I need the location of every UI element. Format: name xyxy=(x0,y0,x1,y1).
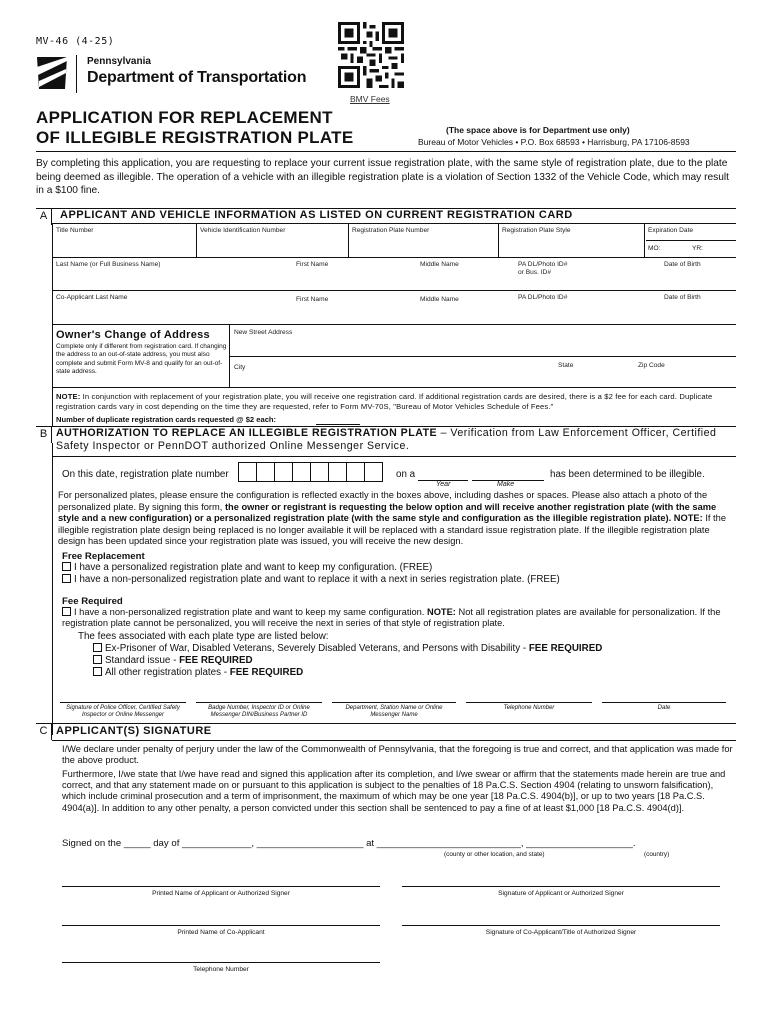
section-c-rule xyxy=(52,740,736,741)
printed-name-line[interactable] xyxy=(62,886,380,887)
county-caption: (county or other location, and state) xyxy=(444,851,545,858)
badge-number-caption: Badge Number, Inspector ID or Online Messenger DIN/Business Partner ID xyxy=(208,705,310,718)
plate-style-field[interactable] xyxy=(499,223,644,257)
fee-plate-option-1[interactable] xyxy=(93,643,602,655)
section-c-letter: C xyxy=(36,723,52,740)
fee-required-badge: FEE REQUIRED xyxy=(528,643,603,654)
department-caption: Department, Station Name or Online Messenger Name xyxy=(345,705,443,718)
free-replacement-heading: Free Replacement xyxy=(62,551,145,562)
co-dl-id-label: PA DL/Photo ID# xyxy=(518,294,568,301)
dept-name: Department of Transportation xyxy=(87,69,307,86)
fee-required-badge: FEE REQUIRED xyxy=(179,655,253,666)
dob-label: Date of Birth xyxy=(664,261,701,268)
city-label: City xyxy=(234,364,246,371)
middle-name-label: Middle Name xyxy=(420,261,459,268)
applicant-name-field[interactable] xyxy=(52,258,736,290)
phone-caption: Telephone Number xyxy=(503,705,555,711)
header-rule xyxy=(36,151,736,152)
on-a-text: on a xyxy=(396,469,416,480)
personalized-paragraph xyxy=(58,490,734,548)
fee-option-1-note: Not all registration plates are available for personalization. If the registration plate cannot be personalized, you will receive the next in series of that style of registration plate. xyxy=(62,607,721,629)
exp-year-label: YR: xyxy=(692,245,703,252)
section-a-letter: A xyxy=(36,208,52,225)
divider xyxy=(646,240,736,241)
bureau-address: Bureau of Motor Vehicles • P.O. Box 68593 • Harrisburg, PA 17106-8593 xyxy=(418,137,690,147)
plate-char-box[interactable] xyxy=(238,462,257,482)
country-caption: (country) xyxy=(644,851,670,858)
officer-signature-caption: Signature of Police Officer, Certified Safety Inspector or Online Messenger xyxy=(66,705,180,718)
printed-co-name-caption: Printed Name of Co-Applicant xyxy=(177,929,265,936)
registration-card-note xyxy=(56,392,732,411)
form-title-line2: OF ILLEGIBLE REGISTRATION PLATE xyxy=(36,128,354,147)
dup-cards-label: Number of duplicate registration cards requested @ $2 each: xyxy=(56,415,277,424)
plate-char-box[interactable] xyxy=(346,462,365,482)
fee-option-1-label: I have a non-personalized registration plate and want to keep my same configuration. xyxy=(74,607,425,617)
form-title-line1: APPLICATION FOR REPLACEMENT xyxy=(36,108,333,127)
fee-plate-option-2-checkbox[interactable] xyxy=(93,655,102,664)
plate-design-note: If the illegible registration plate design being replaced is no longer available it will be replaced with a standard issue registration plate. If the illegible registration plate design has been updated since your registration plate was issued, you will receive the new design. xyxy=(58,513,726,547)
exp-month-label: MO: xyxy=(648,245,661,252)
section-b-subheading: – Verification from Law Enforcement Officer, Certified Safety Inspector or PennDOT authorized Online Messenger Service. xyxy=(56,427,717,452)
form-number: MV-46 (4-25) xyxy=(36,36,115,47)
section-c-top-rule xyxy=(36,723,736,724)
plate-char-box[interactable] xyxy=(292,462,311,482)
plate-char-box[interactable] xyxy=(256,462,275,482)
free-option-2[interactable] xyxy=(62,574,560,586)
co-first-name-label: First Name xyxy=(296,296,329,303)
personalized-text: For personalized plates, please ensure the configuration is reflected exactly in the boxes above, including dashes or spaces. Please also attach a photo of the personalized plate. By signing this form, xyxy=(58,490,708,512)
plate-char-box[interactable] xyxy=(274,462,293,482)
plate-number-label: Registration Plate Number xyxy=(352,227,430,234)
bus-id-label: or Bus. ID# xyxy=(518,269,551,276)
fee-option-1-checkbox[interactable] xyxy=(62,607,71,616)
printed-co-name-line[interactable] xyxy=(62,925,380,926)
section-b-rule xyxy=(52,456,736,457)
co-applicant-name-field[interactable] xyxy=(52,291,736,324)
printed-name-caption: Printed Name of Applicant or Authorized Signer xyxy=(152,890,290,897)
street-field[interactable] xyxy=(230,325,736,355)
on-this-date-text: On this date, registration plate number xyxy=(62,469,229,480)
plate-number-boxes[interactable] xyxy=(239,462,383,482)
keystone-logo-icon xyxy=(34,55,70,91)
fee-option-1[interactable] xyxy=(62,607,734,630)
department-use-note: (The space above is for Department use only) xyxy=(446,125,630,135)
note-label: NOTE: xyxy=(56,392,81,401)
co-signature-caption: Signature of Co-Applicant/Title of Authorized Signer xyxy=(485,929,637,936)
expiration-label: Expiration Date xyxy=(648,227,694,234)
telephone-line[interactable] xyxy=(62,962,380,963)
note-text: In conjunction with replacement of your registration plate, you will receive one registration card. If additional registration cards are desired, there is a $2 fee for each card. Duplicate registration cards vary in cost depending on the time they are requested, refer to Form MV-70S, "Bureau of Motor Vehicles Schedule of Fees." xyxy=(56,392,713,411)
section-b-left-border xyxy=(52,443,53,735)
plate-char-box[interactable] xyxy=(310,462,329,482)
row-rule xyxy=(52,387,736,388)
signature-caption: Signature of Applicant or Authorized Signer xyxy=(498,890,624,897)
plate-style-label: Registration Plate Style xyxy=(502,227,571,234)
signature-line[interactable] xyxy=(402,886,720,887)
badge-number-line[interactable] xyxy=(196,702,322,703)
vin-label: Vehicle Identification Number xyxy=(200,227,286,234)
fee-plate-option-3-checkbox[interactable] xyxy=(93,667,102,676)
last-name-label: Last Name (or Full Business Name) xyxy=(56,261,161,268)
dup-cards-input[interactable] xyxy=(316,424,360,425)
make-caption: Make xyxy=(497,481,515,488)
fee-plate-option-1-checkbox[interactable] xyxy=(93,643,102,652)
fee-list-intro: The fees associated with each plate type are listed below: xyxy=(78,631,329,642)
street-label: New Street Address xyxy=(234,329,293,336)
fee-plate-option-1-label: Ex-Prisoner of War, Disabled Veterans, Severely Disabled Veterans, and Persons with Disability - xyxy=(105,643,527,654)
plate-number-field[interactable] xyxy=(349,223,497,257)
further-statement-text: Furthermore, I/we state that I/we have read and signed this application after its completion, and I/we swear or affirm that the statements made herein are true and correct, and that any statement made on or pursuant to this application is subject to the penalties of 18 Pa.C.S. Section 4904 (relating to unsworn falsification), which include criminal prosecution and a term of imprisonment, the maximum of which may be one year [18 Pa.C.S. 4904(b)], or up to two years [18 Pa.C.S. 4904(a)]. In addition to any other penalty, a person convicted under this section shall be sentenced to pay a fine of at least $1,000 [18 Pa.C.S. 4904(d)]. xyxy=(62,769,726,813)
logo-divider xyxy=(76,55,77,93)
fee-required-badge: FEE REQUIRED xyxy=(229,667,304,678)
dl-id-label: PA DL/Photo ID# xyxy=(518,261,568,268)
co-middle-name-label: Middle Name xyxy=(420,296,459,303)
free-option-1-label: I have a personalized registration plate and want to keep my configuration. (FREE) xyxy=(74,562,433,573)
bmv-fees-link[interactable]: BMV Fees xyxy=(350,94,390,104)
divider xyxy=(644,223,645,257)
fee-plate-option-3-label: All other registration plates - xyxy=(105,667,227,678)
fee-note-label: NOTE: xyxy=(426,607,456,617)
free-option-2-checkbox[interactable] xyxy=(62,574,71,583)
co-dob-label: Date of Birth xyxy=(664,294,701,301)
plate-char-box[interactable] xyxy=(328,462,347,482)
section-c-heading: APPLICANT(S) SIGNATURE xyxy=(56,725,212,737)
fee-plate-option-2-label: Standard issue - xyxy=(105,655,177,666)
declaration-text: I/We declare under penalty of perjury under the law of the Commonwealth of Pennsylvania, that the foregoing is true and correct, and that application was made for the above product. xyxy=(62,744,733,766)
plate-char-box[interactable] xyxy=(364,462,383,482)
phone-line[interactable] xyxy=(466,702,592,703)
qr-code-icon[interactable] xyxy=(338,22,404,88)
year-caption: Year xyxy=(436,481,451,488)
free-option-1[interactable] xyxy=(62,562,432,574)
illegible-text: has been determined to be illegible. xyxy=(550,469,705,480)
fee-plate-option-3[interactable] xyxy=(93,667,303,679)
fee-plate-option-2[interactable] xyxy=(93,655,253,667)
date-caption: Date xyxy=(657,705,671,711)
zip-label: Zip Code xyxy=(638,362,665,369)
address-heading: Owner's Change of Address xyxy=(56,329,210,341)
date-line[interactable] xyxy=(602,702,726,703)
free-option-2-label: I have a non-personalized registration plate and want to replace it with a next in series registration plate. (FREE) xyxy=(74,574,560,585)
vin-field[interactable] xyxy=(197,223,347,257)
section-a-heading: APPLICANT AND VEHICLE INFORMATION AS LISTED ON CURRENT REGISTRATION CARD xyxy=(60,209,573,221)
note-label: NOTE: xyxy=(673,513,703,524)
section-b-heading: AUTHORIZATION TO REPLACE AN ILLEGIBLE REGISTRATION PLATE xyxy=(56,427,438,439)
state-label: State xyxy=(558,362,574,369)
signed-on-line[interactable]: Signed on the _____ day of _____________, ____________________ at ___________________________, ____________________. xyxy=(62,838,636,849)
address-note: Complete only if different from registration card. If changing the address to an out-of-state address, you must also complete and submit Form MV-8 and qualify for an out-of-state address. xyxy=(56,343,227,375)
first-name-label: First Name xyxy=(296,261,329,268)
fee-required-heading: Fee Required xyxy=(62,596,123,607)
title-number-field[interactable] xyxy=(52,223,196,257)
dept-state: Pennsylvania xyxy=(87,56,151,67)
intro-paragraph: By completing this application, you are requesting to replace your current issue registration plate, with the same style of registration plate, due to the plate being deemed as illegible. The operation of a vehicle with an illegible registration plate is a violation of Section 1332 of the Vehicle Code, which may result in a $100 fine. xyxy=(36,158,729,196)
co-last-name-label: Co-Applicant Last Name xyxy=(56,294,128,301)
personalized-bold: the owner or registrant is requesting the below option and will receive another registration plate (with the same style and a new configuration) or a personalized registration plate (with the same style and configuration as the illegible registration plate). xyxy=(58,501,717,524)
officer-signature-line[interactable] xyxy=(60,702,186,703)
title-number-label: Title Number xyxy=(56,227,94,234)
co-signature-line[interactable] xyxy=(402,925,720,926)
section-b-heading-block xyxy=(56,427,734,453)
department-line[interactable] xyxy=(332,702,456,703)
section-b-letter: B xyxy=(36,426,52,443)
telephone-caption: Telephone Number xyxy=(193,966,249,973)
city-state-zip-field[interactable] xyxy=(230,357,736,387)
free-option-1-checkbox[interactable] xyxy=(62,562,71,571)
